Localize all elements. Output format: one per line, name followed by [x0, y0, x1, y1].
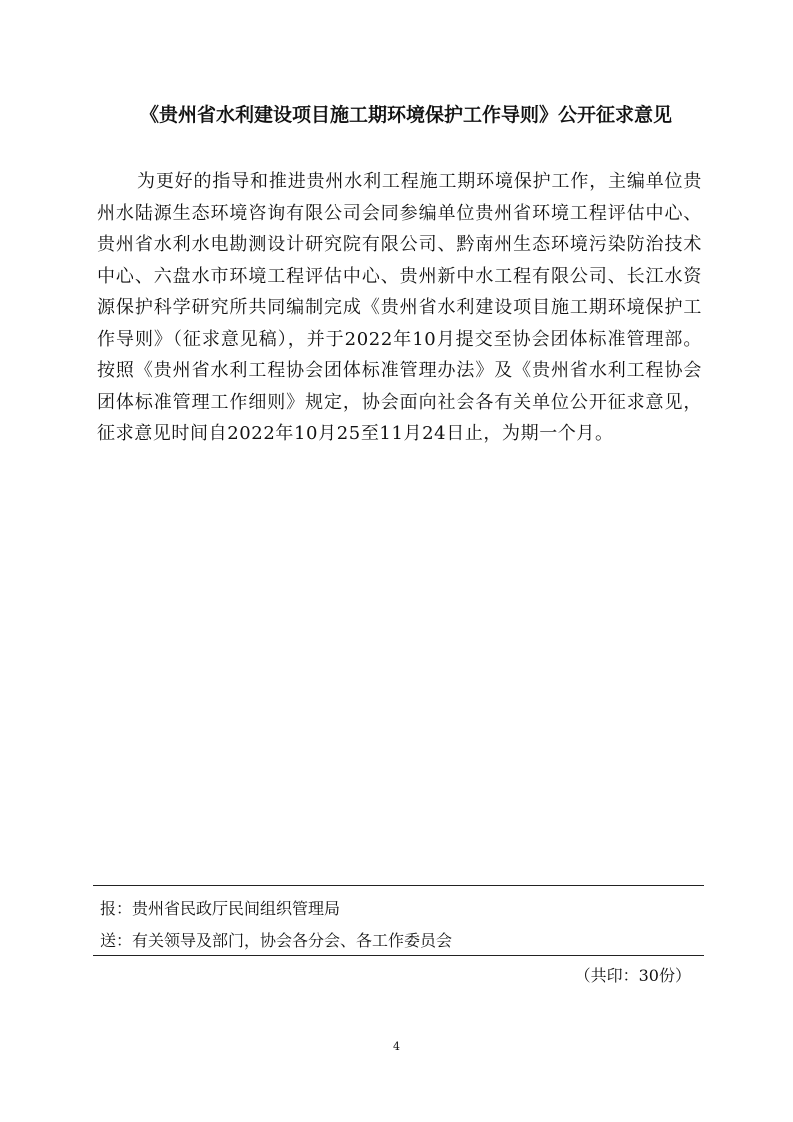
- footer-top-rule: [93, 885, 704, 886]
- cc-to-line: 送：有关领导及部门，协会各分会、各工作委员会: [100, 931, 453, 950]
- footer-bottom-rule: [93, 955, 704, 956]
- print-copies-note: （共印：30份）: [574, 966, 691, 985]
- document-title: 《贵州省水利建设项目施工期环境保护工作导则》公开征求意见: [140, 104, 673, 126]
- page-number: 4: [393, 1040, 400, 1053]
- body-paragraph: 为更好的指导和推进贵州水利工程施工期环境保护工作，主编单位贵州水陆源生态环境咨询有限公司会同参编单位贵州省环境工程评估中心、贵州省水利水电勘测设计研究院有限公司、黔南州生态环境污染防治技术中心、六盘水市环境工程评估中心、贵州新中水工程有限公司、长江水资源保护科学研究所共同编制完成《贵州省水利建设项目施工期环境保护工作导则》（征求意见稿），并于2022年10月提交至协会团体标准管理部。按照《贵州省水利工程协会团体标准管理办法》及《贵州省水利工程协会团体标准管理工作细则》规定，协会面向社会各有关单位公开征求意见，征求意见时间自2022年10月25至11月24日止，为期一个月。: [97, 171, 702, 444]
- report-to-line: 报：贵州省民政厅民间组织管理局: [100, 899, 341, 918]
